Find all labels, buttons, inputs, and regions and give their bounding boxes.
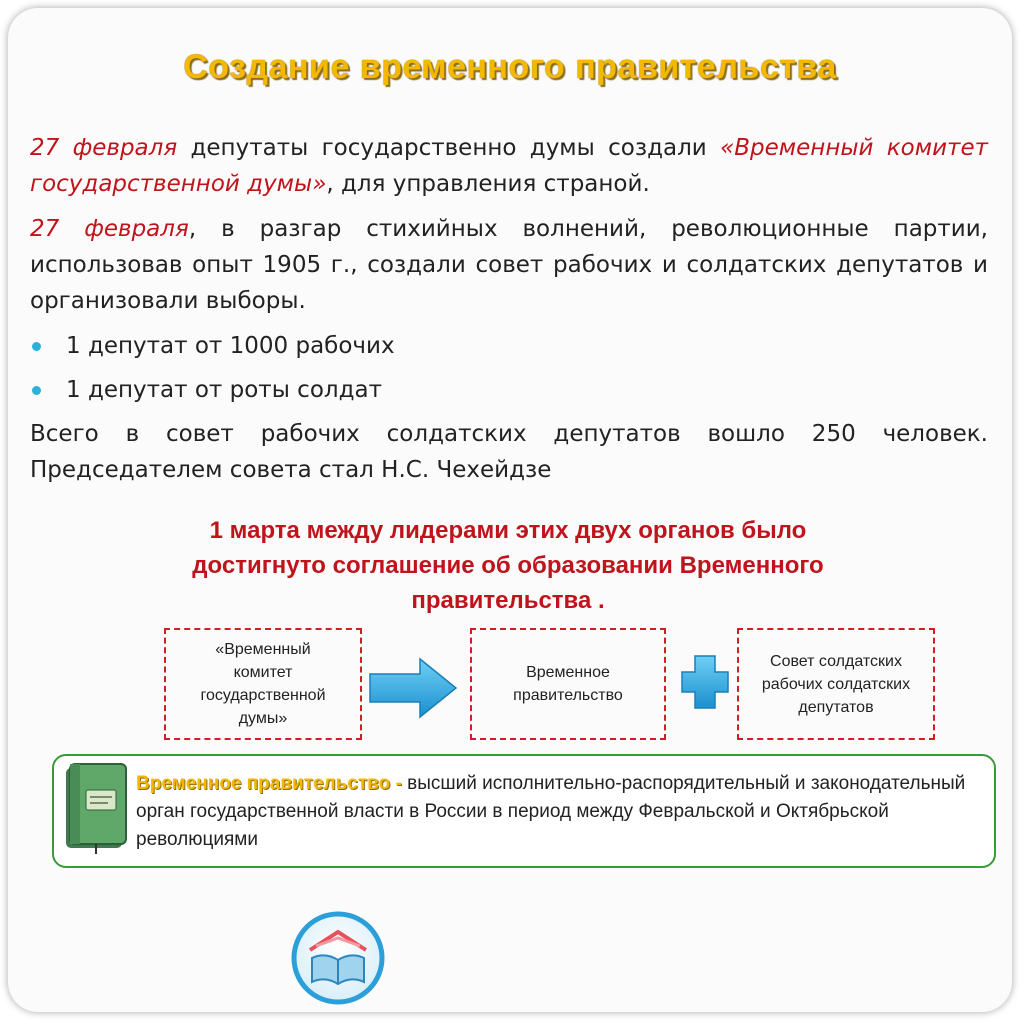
paragraph-1-tail: , для управления страной. — [326, 171, 650, 197]
paragraph-1 — [30, 130, 988, 202]
definition-text — [136, 770, 966, 854]
box-line: думы» — [238, 710, 288, 727]
open-book-logo-icon — [290, 910, 386, 1006]
box-line: «Временный — [215, 641, 311, 658]
box-line: рабочих солдатских — [761, 675, 911, 693]
paragraph-2-text: , в разгар стихийных волнений, революционные партии, использовав опыт 1905 г., создали совет рабочих и солдатских депутатов и организовали выборы. — [30, 216, 988, 314]
box-line: Совет солдатских — [770, 652, 902, 670]
box-line: комитет — [233, 664, 293, 681]
definition-term: Временное правительство - — [136, 773, 402, 794]
committee-box — [164, 628, 362, 740]
agreement-line: правительства . — [411, 587, 605, 614]
main-text — [30, 130, 988, 497]
list-item-text: 1 депутат от роты солдат — [66, 377, 382, 403]
box-line: правительство — [513, 687, 623, 704]
right-arrow-icon — [368, 657, 458, 719]
agreement-line: достигнуто соглашение об образовании Временного — [192, 552, 824, 579]
committee-highlight: «Временный комитет государственной думы» — [30, 135, 988, 197]
box-line: депутатов — [798, 698, 874, 716]
paragraph-3: Всего в совет рабочих солдатских депутатов вошло 250 человек. Председателем совета стал Н.С. Чехейдзе — [30, 421, 988, 483]
book-icon — [60, 760, 130, 856]
definition-body: высший исполнительно-распорядительный и законодательный орган государственной власти в России в период между Февральской и Октябрьской революциями — [136, 773, 966, 850]
agreement-heading — [188, 513, 828, 618]
list-item — [30, 328, 988, 364]
soviet-box — [737, 628, 935, 740]
plus-icon — [680, 654, 730, 710]
bullet-dot-icon — [32, 342, 41, 351]
date-highlight: 27 февраля — [30, 135, 178, 161]
bullet-list — [30, 328, 988, 408]
provisional-government-box — [470, 628, 666, 740]
paragraph-2 — [30, 211, 988, 319]
slide-title: Создание временного правительства — [183, 48, 837, 86]
list-item-text: 1 депутат от 1000 рабочих — [66, 333, 395, 359]
paragraph-1-text: депутаты государственно думы создали — [177, 135, 721, 161]
box-line: государственной — [200, 687, 326, 704]
list-item — [30, 372, 988, 408]
date-highlight: 27 февраля — [30, 216, 189, 242]
box-line: Временное — [526, 664, 610, 681]
agreement-line: 1 марта между лидерами этих двух органов было — [209, 517, 807, 544]
slide — [8, 8, 1012, 1012]
bullet-dot-icon — [32, 386, 41, 395]
